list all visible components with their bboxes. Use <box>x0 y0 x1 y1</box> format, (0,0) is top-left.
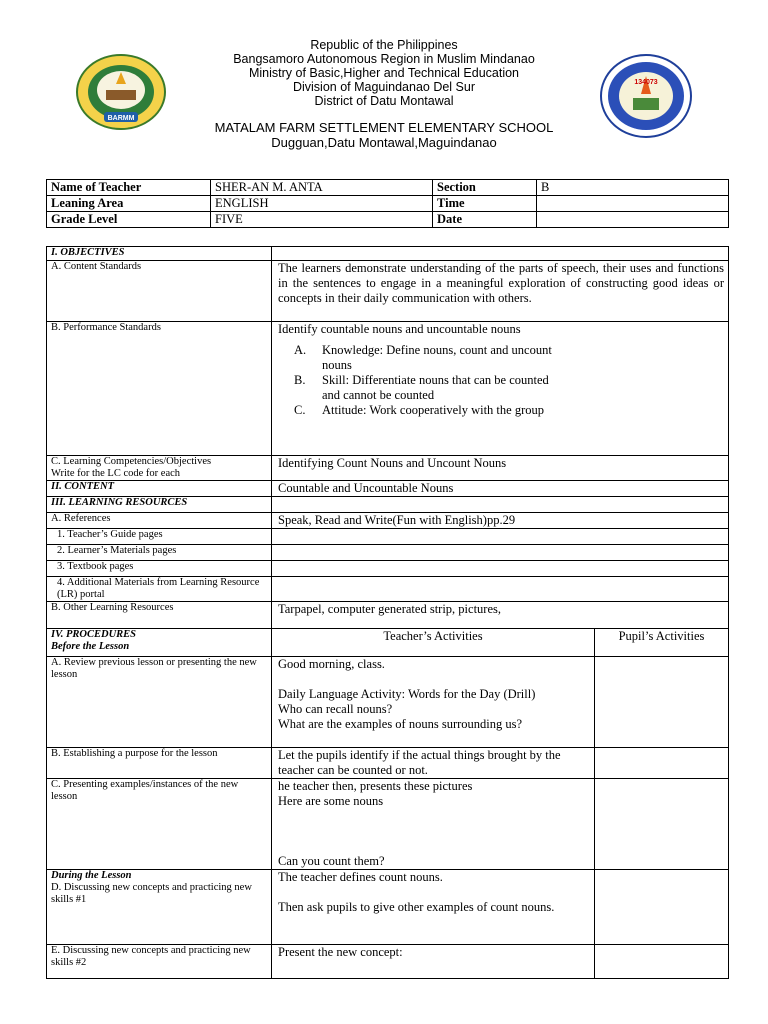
references-text: Speak, Read and Write(Fun with English)pp.29 <box>272 513 729 529</box>
section-label: Section <box>433 180 537 196</box>
header-school <box>0 121 768 150</box>
list-item: A. Knowledge: Define nouns, count and uncount nouns <box>294 343 552 372</box>
header-agency-lines <box>0 38 768 108</box>
review-text: Good morning, class. Daily Language Activity: Words for the Day (Drill) Who can recall nouns? What are the examples of nouns surrounding us? <box>272 657 595 748</box>
right-logo-text: 134073 <box>634 79 658 86</box>
other-resources-text: Tarpapel, computer generated strip, pictures, <box>272 602 729 629</box>
purpose-label: B. Establishing a purpose for the lesson <box>47 748 272 779</box>
teacher-info-table <box>46 179 729 228</box>
discussing-1-label: During the Lesson D. Discussing new concepts and practicing new skills #1 <box>47 870 272 945</box>
time-value <box>537 196 729 212</box>
resources-heading: III. LEARNING RESOURCES <box>47 497 272 513</box>
grade-label: Grade Level <box>47 212 211 228</box>
header-line: Ministry of Basic,Higher and Technical Education <box>248 66 520 80</box>
header-line: Division of Maguindanao Del Sur <box>292 80 476 94</box>
performance-objectives-list <box>278 343 724 418</box>
left-logo-text: BARMM <box>107 115 135 122</box>
performance-standards-text: Identify countable nouns and uncountable nouns <box>278 322 521 336</box>
date-value <box>537 212 729 228</box>
presenting-label: C. Presenting examples/instances of the new lesson <box>47 779 272 870</box>
other-resources-label: B. Other Learning Resources <box>47 602 272 629</box>
date-label: Date <box>433 212 537 228</box>
header-line: Republic of the Philippines <box>310 38 458 52</box>
teacher-value: SHER-AN M. ANTA <box>211 180 433 196</box>
content-text: Countable and Uncountable Nouns <box>272 481 729 497</box>
learning-competencies-text: Identifying Count Nouns and Uncount Nouns <box>272 456 729 481</box>
textbook-label: 3. Textbook pages <box>47 561 272 577</box>
additional-materials-label: 4. Additional Materials from Learning Resource (LR) portal <box>47 577 272 602</box>
school-name: MATALAM FARM SETTLEMENT ELEMENTARY SCHOOL <box>214 120 554 135</box>
teachers-guide-label: 1. Teacher’s Guide pages <box>47 529 272 545</box>
presenting-text: he teacher then, presents these pictures Here are some nouns Can you count them? <box>272 779 595 870</box>
section-value: B <box>537 180 729 196</box>
header-line: District of Datu Montawal <box>314 94 454 108</box>
teacher-label: Name of Teacher <box>47 180 211 196</box>
content-standards-text: The learners demonstrate understanding of the parts of speech, their uses and functions in the sentences to engage in a meaningful exploration of constructing good ideas or concepts in their daily communication with others. <box>272 261 729 322</box>
content-standards-label: A. Content Standards <box>47 261 272 322</box>
discussing-2-label: E. Discussing new concepts and practicing new skills #2 <box>47 945 272 979</box>
area-label: Leaning Area <box>47 196 211 212</box>
review-label: A. Review previous lesson or presenting the new lesson <box>47 657 272 748</box>
time-label: Time <box>433 196 537 212</box>
references-label: A. References <box>47 513 272 529</box>
lesson-plan-table <box>46 246 729 979</box>
learners-materials-label: 2. Learner’s Materials pages <box>47 545 272 561</box>
grade-value: FIVE <box>211 212 433 228</box>
discussing-1-text: The teacher defines count nouns. Then ask pupils to give other examples of count nouns. <box>272 870 595 945</box>
content-heading: II. CONTENT <box>47 481 272 497</box>
teacher-activities-header: Teacher’s Activities <box>272 629 595 657</box>
learning-competencies-label: C. Learning Competencies/Objectives Write for the LC code for each <box>47 456 272 481</box>
school-address: Dugguan,Datu Montawal,Maguindanao <box>271 134 497 150</box>
procedures-heading: IV. PROCEDURES Before the Lesson <box>47 629 272 657</box>
during-lesson-heading: During the Lesson <box>51 870 132 881</box>
list-item: B. Skill: Differentiate nouns that can be counted and cannot be counted <box>294 373 549 402</box>
objectives-heading: I. OBJECTIVES <box>47 247 272 261</box>
discussing-2-text: Present the new concept: <box>272 945 595 979</box>
header-line: Bangsamoro Autonomous Region in Muslim Mindanao <box>233 52 535 66</box>
list-item: C. Attitude: Work cooperatively with the group <box>294 403 544 417</box>
performance-standards-label: B. Performance Standards <box>47 322 272 456</box>
purpose-text: Let the pupils identify if the actual things brought by the teacher can be counted or not. <box>272 748 595 779</box>
pupil-activities-header: Pupil’s Activities <box>595 629 729 657</box>
area-value: ENGLISH <box>211 196 433 212</box>
